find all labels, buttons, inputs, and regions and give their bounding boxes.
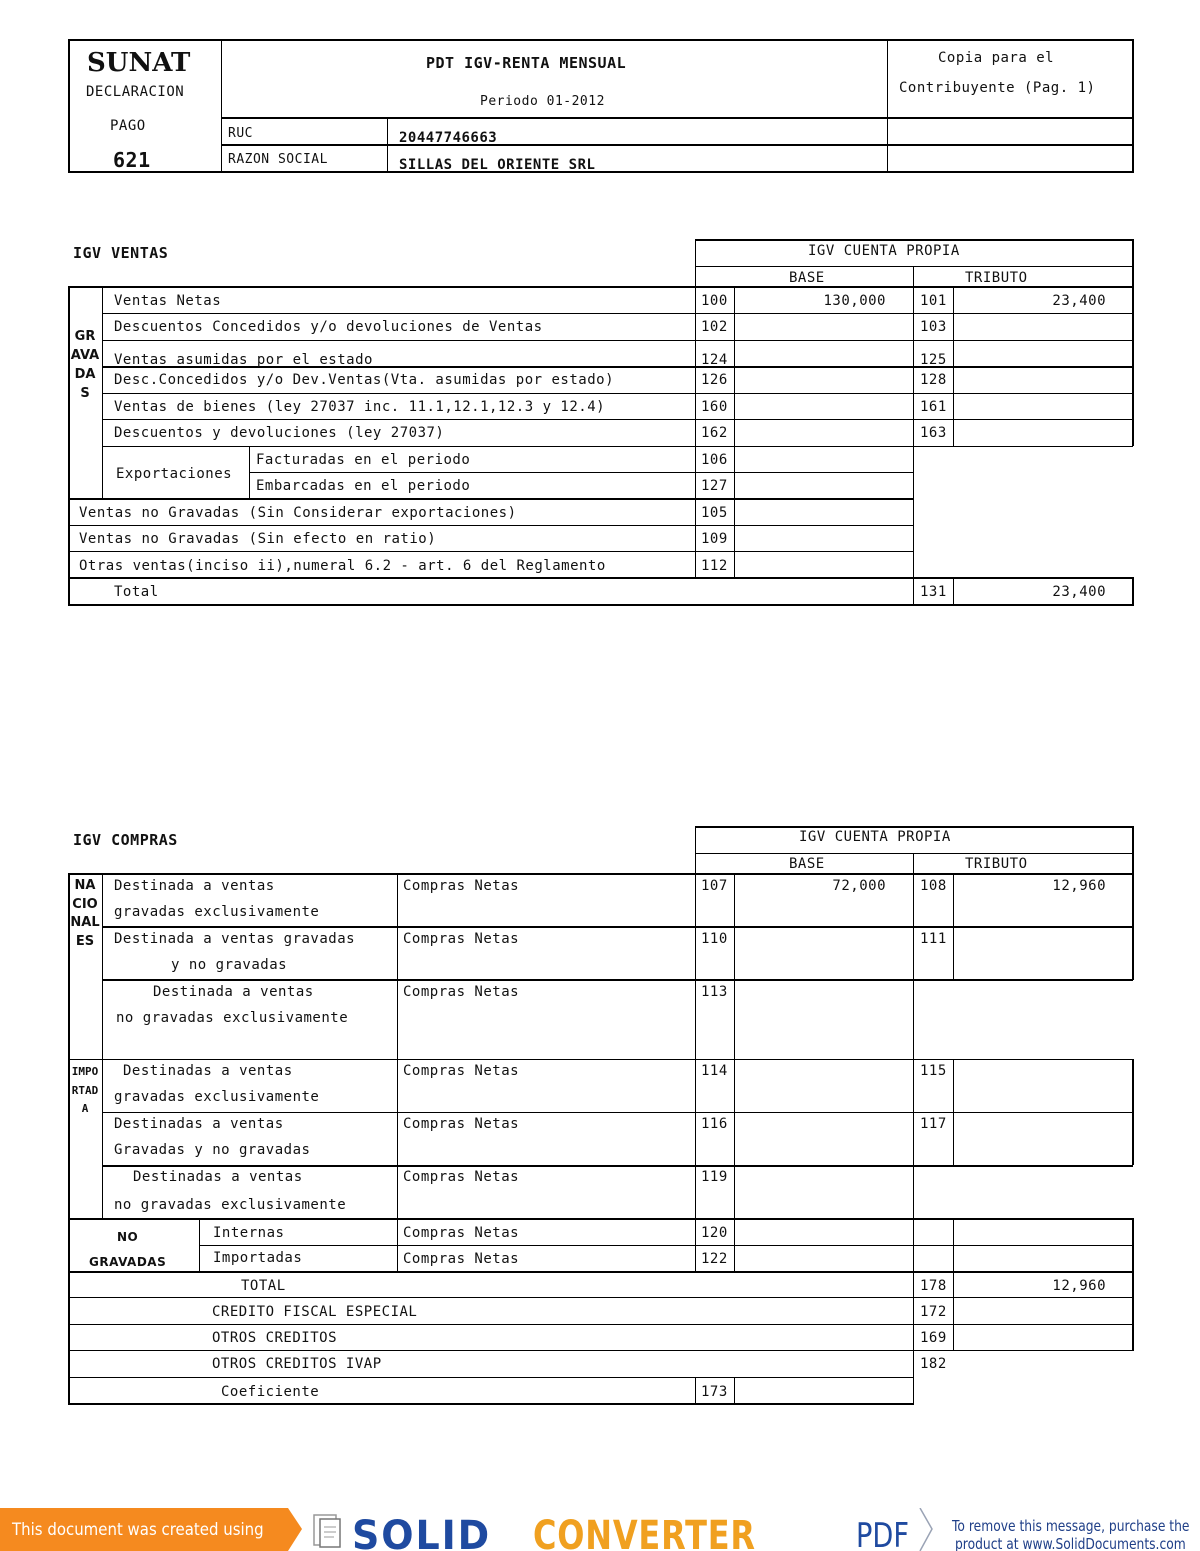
row-label: Facturadas en el periodo	[256, 452, 471, 468]
row-type: Compras Netas	[403, 984, 520, 1000]
code-tributo: 128	[920, 372, 947, 388]
total-code: 182	[920, 1356, 947, 1372]
code-base: 126	[701, 372, 728, 388]
ruc-label: RUC	[228, 126, 253, 141]
total-code: 178	[920, 1278, 947, 1294]
row-type: Compras Netas	[403, 1225, 520, 1241]
banner-right-line-2: product at www.SolidDocuments.com	[955, 1535, 1186, 1551]
compras-col-base: BASE	[789, 856, 825, 872]
code-base: 127	[701, 478, 728, 494]
total-label: Total	[114, 584, 159, 600]
banner-right-line-1: To remove this message, purchase the	[952, 1517, 1190, 1535]
code-tributo: 111	[920, 931, 947, 947]
form-number: 621	[113, 148, 151, 172]
banner-converter: CONVERTER	[533, 1513, 756, 1551]
total-code: 169	[920, 1330, 947, 1346]
code-base: 102	[701, 319, 728, 335]
code-base: 160	[701, 399, 728, 415]
compras-col-tributo: TRIBUTO	[965, 856, 1028, 872]
code-base: 112	[701, 558, 728, 574]
ventas-col-tributo: TRIBUTO	[965, 270, 1028, 286]
banner-pdf: PDF	[856, 1516, 909, 1551]
compras-group-header: IGV CUENTA PROPIA	[799, 829, 951, 845]
ventas-group-header: IGV CUENTA PROPIA	[808, 243, 960, 259]
code-base: 122	[701, 1251, 728, 1267]
row-line-2: gravadas exclusivamente	[114, 904, 320, 920]
coef-code: 173	[701, 1384, 728, 1400]
code-base: 119	[701, 1169, 728, 1185]
row-label: Otras ventas(inciso ii),numeral 6.2 - art. 6 del Reglamento	[79, 558, 606, 574]
row-line-1: Destinada a ventas	[114, 878, 275, 894]
total-value: 12,960	[1052, 1278, 1106, 1294]
gravadas-vertical-label: GRAVADAS	[70, 329, 100, 401]
code-tributo: 108	[920, 878, 947, 894]
document-icon	[312, 1513, 342, 1549]
row-line-1: Destinadas a ventas	[123, 1063, 293, 1079]
banner-left-text: This document was created using	[12, 1520, 264, 1540]
total-value: 23,400	[1052, 584, 1106, 600]
total-code: 131	[920, 584, 947, 600]
row-type: Compras Netas	[403, 878, 520, 894]
row-label: Ventas de bienes (ley 27037 inc. 11.1,12.1,12.3 y 12.4)	[114, 399, 606, 415]
row-type: Compras Netas	[403, 1251, 520, 1267]
row-line-2: Gravadas y no gravadas	[114, 1142, 311, 1158]
code-base: 110	[701, 931, 728, 947]
tributo-value: 12,960	[1052, 878, 1106, 894]
row-type: Compras Netas	[403, 1116, 520, 1132]
ventas-col-base: BASE	[789, 270, 825, 286]
code-tributo: 103	[920, 319, 947, 335]
total-label: OTROS CREDITOS	[212, 1330, 338, 1346]
row-label: Internas	[213, 1225, 285, 1241]
razon-social-value: SILLAS DEL ORIENTE SRL	[399, 157, 596, 173]
nacionales-vertical-label: NACIONALES	[70, 878, 100, 949]
row-line-2: no gravadas exclusivamente	[114, 1197, 347, 1213]
code-base: 106	[701, 452, 728, 468]
code-base: 162	[701, 425, 728, 441]
row-label: Ventas asumidas por el estado	[114, 352, 373, 368]
copy-line-2: Contribuyente (Pag. 1)	[899, 80, 1096, 96]
copy-line-1: Copia para el	[938, 50, 1055, 66]
code-base: 114	[701, 1063, 728, 1079]
row-label: Ventas no Gravadas (Sin efecto en ratio)	[79, 531, 437, 547]
row-type: Compras Netas	[403, 1063, 520, 1079]
compras-title: IGV COMPRAS	[73, 831, 178, 849]
row-label: Ventas no Gravadas (Sin Considerar exportaciones)	[79, 505, 517, 521]
code-base: 109	[701, 531, 728, 547]
total-label: CREDITO FISCAL ESPECIAL	[212, 1304, 418, 1320]
row-label: Ventas Netas	[114, 293, 222, 309]
row-line-2: no gravadas exclusivamente	[116, 1010, 349, 1026]
ruc-value: 20447746663	[399, 130, 498, 146]
coef-label: Coeficiente	[221, 1384, 320, 1400]
importada-vertical-label: IMPORTADA	[71, 1065, 99, 1115]
row-type: Compras Netas	[403, 931, 520, 947]
row-type: Compras Netas	[403, 1169, 520, 1185]
ventas-title: IGV VENTAS	[73, 244, 169, 262]
exportaciones-label: Exportaciones	[116, 466, 233, 482]
total-code: 172	[920, 1304, 947, 1320]
code-base: 105	[701, 505, 728, 521]
base-value: 130,000	[823, 293, 886, 309]
code-base: 124	[701, 352, 728, 368]
code-base: 107	[701, 878, 728, 894]
row-label: Descuentos Concedidos y/o devoluciones de Ventas	[114, 319, 543, 335]
row-label: Desc.Concedidos y/o Dev.Ventas(Vta. asumidas por estado)	[114, 372, 615, 388]
row-line-1: Destinadas a ventas	[133, 1169, 303, 1185]
code-base: 116	[701, 1116, 728, 1132]
row-line-1: Destinada a ventas gravadas	[114, 931, 356, 947]
code-tributo: 163	[920, 425, 947, 441]
declaracion-label: DECLARACION	[86, 84, 185, 100]
page-title: PDT IGV-RENTA MENSUAL	[426, 54, 627, 72]
no-label: NO	[117, 1230, 139, 1244]
row-line-1: Destinada a ventas	[153, 984, 314, 1000]
code-tributo: 101	[920, 293, 947, 309]
code-tributo: 161	[920, 399, 947, 415]
row-label: Importadas	[213, 1250, 303, 1266]
row-label: Embarcadas en el periodo	[256, 478, 471, 494]
code-tributo: 117	[920, 1116, 947, 1132]
gravadas-label: GRAVADAS	[89, 1255, 167, 1269]
period: Periodo 01-2012	[480, 94, 605, 109]
code-tributo: 125	[920, 352, 947, 368]
total-label: TOTAL	[241, 1278, 286, 1294]
tributo-value: 23,400	[1052, 293, 1106, 309]
sunat-logo: SUNAT	[87, 48, 191, 78]
total-label: OTROS CREDITOS IVAP	[212, 1356, 382, 1372]
razon-social-label: RAZON SOCIAL	[228, 152, 328, 167]
code-base: 113	[701, 984, 728, 1000]
pago-label: PAGO	[110, 118, 146, 134]
row-label: Descuentos y devoluciones (ley 27037)	[114, 425, 445, 441]
base-value: 72,000	[832, 878, 886, 894]
code-tributo: 115	[920, 1063, 947, 1079]
row-line-1: Destinadas a ventas	[114, 1116, 284, 1132]
code-base: 100	[701, 293, 728, 309]
row-line-2: gravadas exclusivamente	[114, 1089, 320, 1105]
code-base: 120	[701, 1225, 728, 1241]
row-line-2: y no gravadas	[171, 957, 288, 973]
solid-converter-banner[interactable]	[0, 1508, 1200, 1551]
banner-solid: SOLID	[352, 1513, 492, 1551]
